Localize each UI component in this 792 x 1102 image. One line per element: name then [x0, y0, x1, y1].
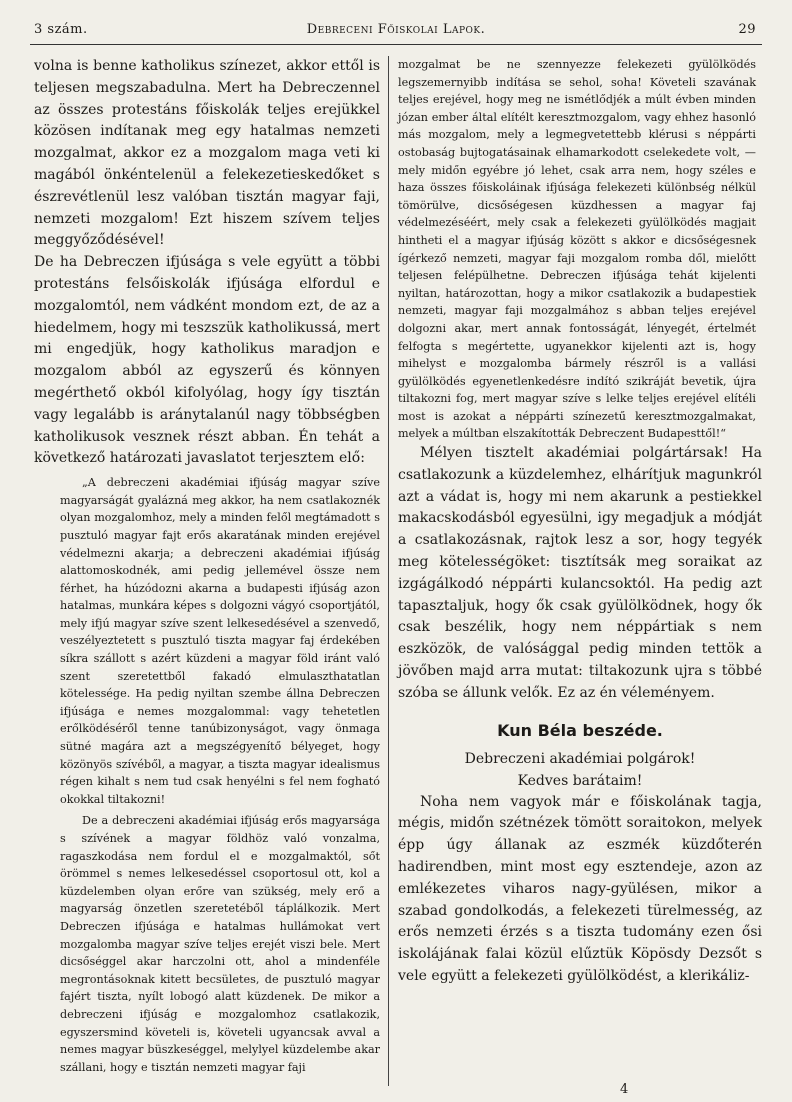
- paragraph: Mélyen tisztelt akadémiai polgártársak! Ha csatlakozunk a küzdelemhez, elhárítjuk magunkról azt a vádat is, hogy mi nem akarunk a pestiekkel makacskodásból egyesülni, igy megadjuk a módját a csatlakozásnak, rajtok lesz a sor, hogy tegyék meg kötelességöket: tisztítsák meg soraikat az izgágálkodó néppárti kulancsoktól. Ha pedig azt tapasztaljuk, hogy ők csak gyülölködnek, hogy ők csak beszélik, hogy nem néppártiak s nem eszközök, de valósággal pedig minden tettök a jövőben majd arra mutat: tiltakozunk ujra s többé szóba se állunk velők. Ez az én véleményem.: [398, 445, 762, 701]
- page-header: [30, 22, 762, 44]
- salutation: Debreczeni akadémiai polgárok!: [464, 750, 696, 767]
- paragraph: Noha nem vagyok már e főiskolának tagja, mégis, midőn szétnézek tömött soraitokon, melyek épp úgy állanak az eszmék küzdőterén hadirendben, mint most egy esztendeje, azon az emlékezetes viharos nagy-gyülésen, mikor a szabad gondolkodás, a felekezeti türelmesség, az erős nemzeti érzés s a tiszta tudomány ezen ősi iskolájának falai közül elűztük Köpösdy Dezsőt s vele együtt a felekezeti gyülölködést, a klerikáliz-: [398, 793, 762, 984]
- page-number: 29: [738, 22, 756, 37]
- header-rule: [30, 44, 762, 45]
- journal-title: Debreceni Főiskolai Lapok.: [306, 22, 486, 37]
- issue-number: 3 szám.: [34, 22, 88, 37]
- left-column: [34, 56, 380, 1076]
- quoted-resolution: De a debreczeni akadémiai ifjúság erős magyarsága s szívének a magyar földhöz való vonzalma, ragaszkodása nem fordul el e mozgalmaktól, sőt örömmel s nemes lelkesedéssel csoportosul ott, kol a küzdelemben olyan erőre van szükség, mely erő a magyarság önzetlen szeretetéből táplálkozik. Mert Debreczen ifjúsága e hatalmas hullámokat vert mozgalomba magyar szíve teljes erejét viszi bele. Mert dicsőséggel akar harczolni ott, ahol a mindenféle megrontásoknak kitett becsületes, de pusztuló magyar fajért tiszta, nyílt lobogó alatt küzdenek. De mikor a debreczeni ifjúság e mozgalomhoz csatlakozik, egyszersmind követeli is, követeli ugyancsak avval a nemes magyar büszkeséggel, melylyel küzdelembe akar szállani, hogy e tisztán nemzeti magyar faji: [60, 814, 380, 1074]
- salutation: Kedves barátaim!: [517, 772, 643, 789]
- column-divider: [388, 56, 389, 1086]
- signature-mark: 4: [620, 1082, 629, 1097]
- quoted-resolution: mozgalmat be ne szennyezze felekezeti gyülölködés legszemernyibb indítása se sehol, soha! Követeli szavának teljes erejével, hogy meg ne ismétlődjék a múlt évben minden józan ember által elítélt keresztmozgalom, vagy ehhez hasonló más mozgalom, mely a legmegvetettebb klérusi s néppárti ostobaság bujtogatásainak elhamarkodott cselekedete volt, — mely midőn egyébre jó lehet, csak arra nem, hogy széles e haza összes főiskoláinak ifjúsága felekezeti különbség nélkül tömörülve, dicsőségesen küzdhessen a magyar faj védelmezéséért, mely csak a felekezeti gyülölködés magjait hintheti el a magyar ifjúság között s akkor e dicsőségesnek ígérkező nemzeti, magyar faji mozgalom romba dől, mielőtt teljesen felépülhetne. Debreczen ifjúsága tehát kijelenti nyiltan, határozottan, hogy a mikor csatlakozik a budapestiek nemzeti, magyar faji mozgalmához s abban teljes erejével dolgozni akar, mert annak fontosságát, lényegét, értelmét felfogta s megértette, ugyanekkor kijelenti azt is, hogy mihelyst e mozgalomba bármely részről is a vallási gyülölködés egyenetlenkedésre indító szikráját bevetik, újra tiltakozni fog, mert magyar szíve s lelke teljes erejével elítéli most is azokat a néppárti színezetű keresztmozgalmakat, melyek a múltban elszakították Debreczent Budapesttől!“: [398, 58, 756, 441]
- quoted-resolution: „A debreczeni akadémiai ifjúság magyar szíve magyarságát gyalázná meg akkor, ha nem csatlakoznék olyan mozgalomhoz, mely a minden felől megtámadott s pusztuló magyar fajt erős akaratának minden erejével védelmezni akarja; a debreczeni akadémiai ifjúság alattomoskodnék, ami pedig jellemével össze nem férhet, ha húzódozni akarna a budapesti ifjúság azon hatalmas, munkára képes s dolgozni vágyó csoportjától, mely ifjú magyar szíve szent lelkesedésével a szenvedő, veszélyeztetett s pusztuló tiszta magyar faj érdekében síkra szállott s azért küzdeni a magyar föld iránt való szent szeretettből fakadó elmulaszthatatlan kötelessége. Ha pedig nyiltan szembe állna Debreczen ifjúsága e nemes mozgalommal: vagy tehetetlen erőlködéséről tenne tanúbizonyságot, vagy önmaga sütné magára azt a megszégyenítő bélyeget, hogy közönyös szívéből, a magyar, a tiszta magyar idealismus régen kihalt s nem tud csak henyélni s fel nem fogható okokkal tiltakozni!: [60, 476, 380, 806]
- right-column: [398, 56, 762, 988]
- paragraph: volna is benne katholikus színezet, akkor ettől is teljesen megszabadulna. Mert ha Debreczennel az összes protestáns főiskolák teljes erejükkel közösen indítanak meg egy hatalmas nemzeti mozgalmat, akkor ez a mozgalom maga veti ki magából önkéntelenül a felekezetieskedőket s észrevétlenül lesz valóban tisztán magyar faji, nemzeti mozgalom! Ezt hiszem szívem teljes meggyőződésével!: [34, 58, 380, 249]
- paragraph: De ha Debreczen ifjúsága s vele együtt a többi protestáns felsőiskolák ifjúsága elfordul e mozgalomtól, nem vádként mondom ezt, de az a hiedelmem, hogy mi teszszük katholikussá, mert mi engedjük, hogy katholikus maradjon e mozgalom abból az egyszerű és könnyen megérthető okból kifolyólag, hogy így tisztán vagy legalább is aránytalanúl nagy többségben katholikusok vesznek részt abban. Én tehát a következő határozati javaslatot terjesztem elő:: [34, 254, 380, 467]
- section-heading: Kun Béla beszéde.: [497, 720, 663, 740]
